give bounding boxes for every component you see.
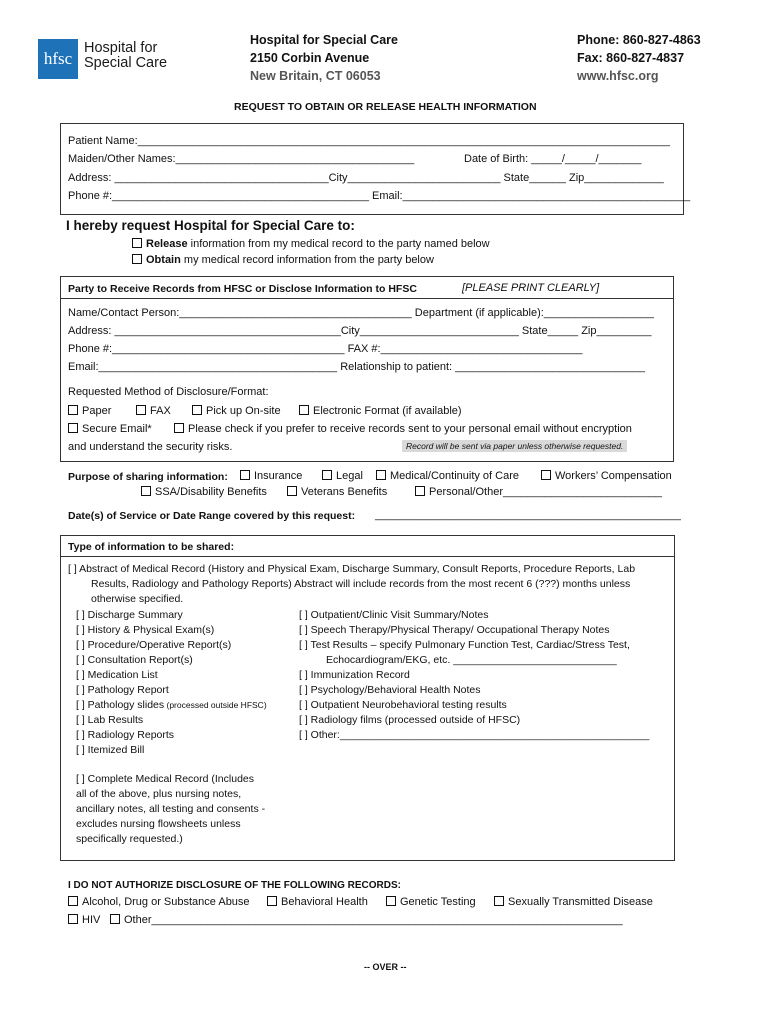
complete-record-line-1: [ ] Complete Medical Record (Includes xyxy=(76,773,254,785)
legal-label: Legal xyxy=(336,470,363,482)
secure-email-checkbox[interactable] xyxy=(68,423,78,433)
release-option[interactable] xyxy=(132,238,490,250)
abstract-line-1[interactable]: [ ] Abstract of Medical Record (History and Physical Exam, Discharge Summary, Consult Reports, Procedure Reports, Lab xyxy=(68,563,636,575)
complete-record-line-5: specifically requested.) xyxy=(76,833,183,845)
party-heading: Party to Receive Records from HFSC or Disclose Information to HFSC xyxy=(68,283,417,295)
pickup-label: Pick up On-site xyxy=(206,405,281,417)
exclude-substance[interactable] xyxy=(68,896,250,908)
fax-number: Fax: 860-827-4837 xyxy=(577,51,685,65)
behavioral-label: Behavioral Health xyxy=(281,896,368,908)
info-item-psychology[interactable]: [ ] Psychology/Behavioral Health Notes xyxy=(299,684,481,696)
secure-email-label: Secure Email* xyxy=(82,423,152,435)
date-range-field[interactable]: __________________________________________________ xyxy=(375,509,681,521)
veterans-label: Veterans Benefits xyxy=(301,486,388,498)
obtain-label: Obtain xyxy=(146,254,181,266)
hospital-contact xyxy=(577,31,701,85)
info-item-outpatient[interactable]: [ ] Outpatient/Clinic Visit Summary/Notes xyxy=(299,609,489,621)
medical-label: Medical/Continuity of Care xyxy=(390,470,520,482)
method-label: Requested Method of Disclosure/Format: xyxy=(68,386,269,398)
date-range-label: Date(s) of Service or Date Range covered by this request: xyxy=(68,510,356,522)
info-item-test-results-cont[interactable]: Echocardiogram/EKG, etc. ____________________________ xyxy=(326,654,617,666)
purpose-medical[interactable] xyxy=(376,470,519,482)
insurance-checkbox[interactable] xyxy=(240,470,250,480)
purpose-personal[interactable] xyxy=(415,486,662,498)
purpose-legal[interactable] xyxy=(322,470,363,482)
paper-label: Paper xyxy=(82,405,112,417)
date-of-birth-field[interactable]: Date of Birth: _____/_____/_______ xyxy=(464,153,642,165)
request-heading: I hereby request Hospital for Special Care to: xyxy=(66,218,355,233)
security-risks-text: and understand the security risks. xyxy=(68,441,233,453)
pathology-slides-note: (processed outside HFSC) xyxy=(164,700,267,710)
info-item-history[interactable]: [ ] History & Physical Exam(s) xyxy=(76,624,215,636)
patient-phone-email-field[interactable]: Phone #:__________________________________________ Email:_______________________________________________ xyxy=(68,190,691,202)
website-link[interactable]: www.hfsc.org xyxy=(577,69,659,83)
logo-line-2: Special Care xyxy=(84,55,168,71)
purpose-insurance[interactable] xyxy=(240,470,302,482)
address-line-2: 2150 Corbin Avenue xyxy=(250,51,370,65)
ssa-checkbox[interactable] xyxy=(141,486,151,496)
purpose-label: Purpose of sharing information: xyxy=(68,471,228,483)
party-divider xyxy=(60,298,673,299)
page-footer: -- OVER -- xyxy=(364,962,407,972)
ssa-label: SSA/Disability Benefits xyxy=(155,486,267,498)
info-item-procedure[interactable]: [ ] Procedure/Operative Report(s) xyxy=(76,639,232,651)
behavioral-checkbox[interactable] xyxy=(267,896,277,906)
method-electronic[interactable] xyxy=(299,405,462,417)
workers-comp-label: Workers’ Compensation xyxy=(555,470,672,482)
obtain-option[interactable] xyxy=(132,254,434,266)
hiv-label: HIV xyxy=(82,914,101,926)
patient-name-field[interactable]: Patient Name:_______________________________________________________________________________________ xyxy=(68,135,670,147)
personal-label: Personal/Other__________________________ xyxy=(429,486,663,498)
party-address-field[interactable]: Address: _____________________________________City__________________________ State_____ Zip_________ xyxy=(68,325,652,337)
purpose-veterans[interactable] xyxy=(287,486,387,498)
info-item-test-results[interactable]: [ ] Test Results – specify Pulmonary Function Test, Cardiac/Stress Test, xyxy=(299,639,630,651)
legal-checkbox[interactable] xyxy=(322,470,332,480)
info-left-list xyxy=(76,608,267,758)
exclude-other[interactable] xyxy=(110,914,623,926)
fax-label: FAX xyxy=(150,405,171,417)
release-text: information from my medical record to the party named below xyxy=(187,238,490,250)
genetic-checkbox[interactable] xyxy=(386,896,396,906)
electronic-label: Electronic Format (if available) xyxy=(313,405,462,417)
method-pickup[interactable] xyxy=(192,405,281,417)
release-checkbox[interactable] xyxy=(132,238,142,248)
exclude-behavioral[interactable] xyxy=(267,896,368,908)
paper-checkbox[interactable] xyxy=(68,405,78,415)
info-item-radiology-films[interactable]: [ ] Radiology films (processed outside of HFSC) xyxy=(299,714,521,726)
hfsc-logo-mark: hfsc xyxy=(38,39,78,79)
info-item-immunization[interactable]: [ ] Immunization Record xyxy=(299,669,410,681)
complete-record-line-3: ancillary notes, all testing and consents - xyxy=(76,803,266,815)
not-authorize-heading: I DO NOT AUTHORIZE DISCLOSURE OF THE FOLLOWING RECORDS: xyxy=(68,880,401,891)
abstract-line-3: otherwise specified. xyxy=(91,593,184,605)
electronic-checkbox[interactable] xyxy=(299,405,309,415)
party-email-relationship-field[interactable]: Email:_______________________________________ Relationship to patient: _______________________________ xyxy=(68,361,645,373)
method-fax[interactable] xyxy=(136,405,171,417)
complete-record-block[interactable] xyxy=(76,772,265,847)
abstract-line-2: Results, Radiology and Pathology Reports) Abstract will include records from the most recent 6 (???) months unless xyxy=(91,578,631,590)
genetic-label: Genetic Testing xyxy=(400,896,476,908)
hospital-address xyxy=(250,31,398,85)
logo-line-1: Hospital for xyxy=(84,40,158,56)
info-types-divider xyxy=(60,556,674,557)
obtain-text: my medical record information from the party below xyxy=(180,254,434,266)
address-line-3: New Britain, CT 06053 xyxy=(250,69,381,83)
std-label: Sexually Transmitted Disease xyxy=(508,896,653,908)
other-label: Other_____________________________________________________________________________ xyxy=(124,914,623,926)
info-item-consultation[interactable]: [ ] Consultation Report(s) xyxy=(76,654,193,666)
pathology-slides-label: [ ] Pathology slides xyxy=(76,699,165,711)
method-paper[interactable] xyxy=(68,405,111,417)
hfsc-logo-text xyxy=(84,41,167,71)
purpose-ssa[interactable] xyxy=(141,486,267,498)
method-secure-email[interactable] xyxy=(68,423,152,435)
medical-checkbox[interactable] xyxy=(376,470,386,480)
maiden-names-field[interactable]: Maiden/Other Names:_______________________________________ xyxy=(68,153,415,165)
exclude-std[interactable] xyxy=(494,896,653,908)
secure-pref-checkbox[interactable] xyxy=(174,423,184,433)
info-item-other[interactable]: [ ] Other:_____________________________________________________ xyxy=(299,729,650,741)
info-item-medication[interactable]: [ ] Medication List xyxy=(76,669,158,681)
hiv-checkbox[interactable] xyxy=(68,914,78,924)
party-contact-field[interactable]: Name/Contact Person:______________________________________ Department (if applicable):__________________ xyxy=(68,307,654,319)
form-title: REQUEST TO OBTAIN OR RELEASE HEALTH INFORMATION xyxy=(234,101,537,113)
exclude-genetic[interactable] xyxy=(386,896,476,908)
complete-record-line-4: excludes nursing flowsheets unless xyxy=(76,818,241,830)
info-right-list xyxy=(299,608,649,743)
workers-comp-checkbox[interactable] xyxy=(541,470,551,480)
release-label: Release xyxy=(146,238,188,250)
exclude-hiv[interactable] xyxy=(68,914,100,926)
std-checkbox[interactable] xyxy=(494,896,504,906)
info-item-therapy[interactable]: [ ] Speech Therapy/Physical Therapy/ Occupational Therapy Notes xyxy=(299,624,610,636)
secure-pref-text: Please check if you prefer to receive records sent to your personal email without encryption xyxy=(188,423,632,435)
phone-number: Phone: 860-827-4863 xyxy=(577,33,701,47)
purpose-workers-comp[interactable] xyxy=(541,470,672,482)
print-clearly-note: [PLEASE PRINT CLEARLY] xyxy=(462,282,600,294)
complete-record-line-2: all of the above, plus nursing notes, xyxy=(76,788,242,800)
info-item-lab[interactable]: [ ] Lab Results xyxy=(76,714,144,726)
info-item-discharge[interactable]: [ ] Discharge Summary xyxy=(76,609,183,621)
info-item-neurobehavioral[interactable]: [ ] Outpatient Neurobehavioral testing results xyxy=(299,699,507,711)
other-checkbox[interactable] xyxy=(110,914,120,924)
insurance-label: Insurance xyxy=(254,470,303,482)
veterans-checkbox[interactable] xyxy=(287,486,297,496)
obtain-checkbox[interactable] xyxy=(132,254,142,264)
pickup-checkbox[interactable] xyxy=(192,405,202,415)
info-types-heading: Type of information to be shared: xyxy=(68,541,235,553)
paper-default-note: Record will be sent via paper unless otherwise requested. xyxy=(402,440,627,452)
party-phone-fax-field[interactable]: Phone #:______________________________________ FAX #:_________________________________ xyxy=(68,343,583,355)
personal-checkbox[interactable] xyxy=(415,486,425,496)
info-item-pathology-slides[interactable] xyxy=(76,698,267,713)
fax-checkbox[interactable] xyxy=(136,405,146,415)
patient-address-field[interactable]: Address: ___________________________________City_________________________ State______ Zip_____________ xyxy=(68,172,664,184)
secure-email-preference[interactable] xyxy=(174,423,632,435)
substance-label: Alcohol, Drug or Substance Abuse xyxy=(82,896,250,908)
address-line-1: Hospital for Special Care xyxy=(250,33,398,47)
substance-checkbox[interactable] xyxy=(68,896,78,906)
info-item-pathology-report[interactable]: [ ] Pathology Report xyxy=(76,684,169,696)
info-item-radiology-reports[interactable]: [ ] Radiology Reports xyxy=(76,729,175,741)
info-item-itemized-bill[interactable]: [ ] Itemized Bill xyxy=(76,744,145,756)
